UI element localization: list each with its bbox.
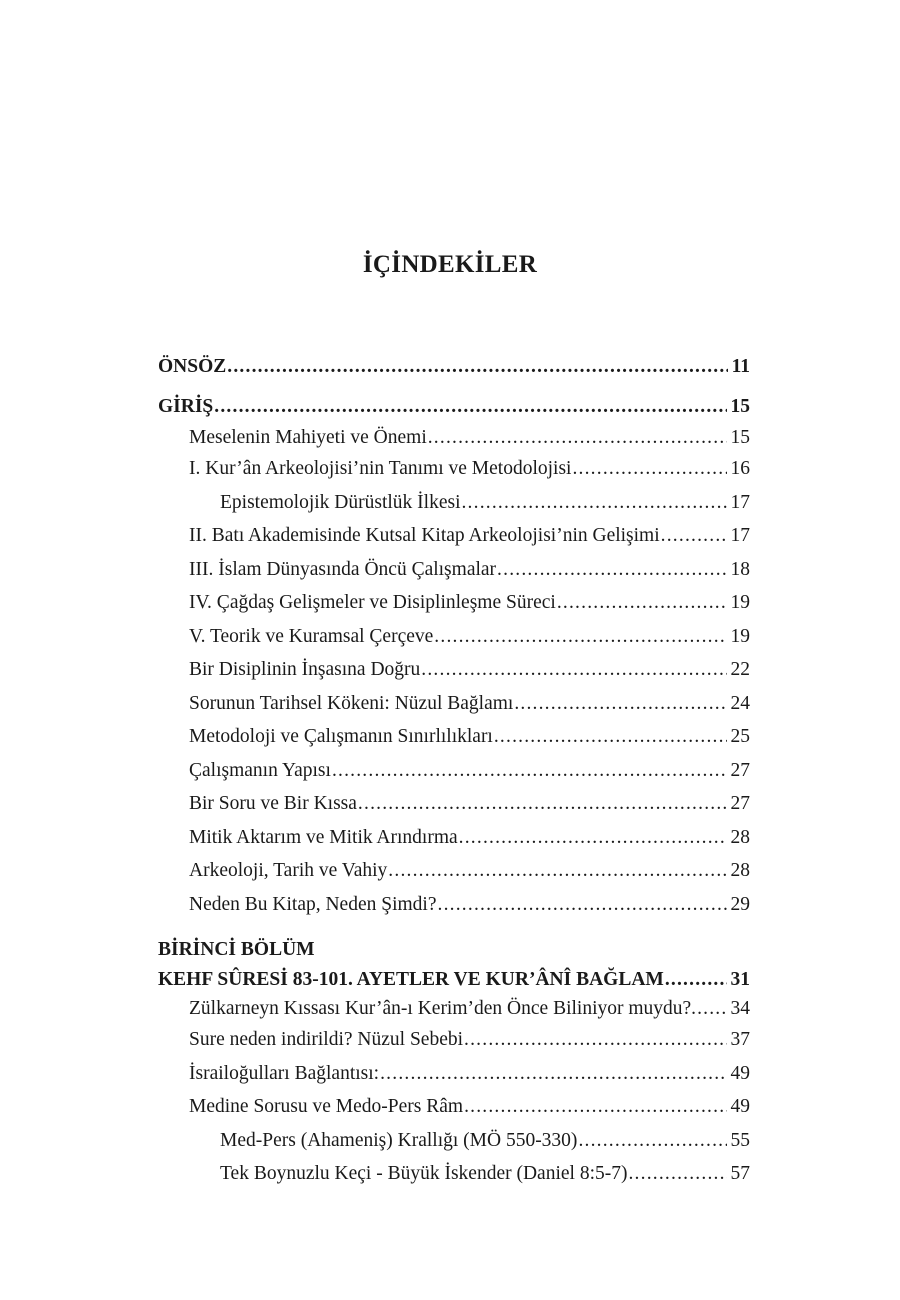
dot-leader <box>628 1157 726 1191</box>
toc-entry-label: Neden Bu Kitap, Neden Şimdi? <box>189 893 437 915</box>
toc-entry[interactable] <box>158 653 750 687</box>
dot-leader <box>388 854 726 888</box>
toc-entry[interactable] <box>158 1057 750 1091</box>
toc-entry[interactable] <box>158 423 750 452</box>
toc-entry-onsoz[interactable] <box>158 350 750 384</box>
toc-entry-page: 34 <box>730 998 750 1019</box>
toc-entry[interactable] <box>158 486 750 520</box>
toc-entry[interactable] <box>158 888 750 922</box>
toc-entry[interactable] <box>158 720 750 754</box>
toc-entry[interactable] <box>158 787 750 821</box>
toc-entry-label: Tek Boynuzlu Keçi - Büyük İskender (Daniel 8:5-7) <box>220 1163 628 1184</box>
toc-entry-label: Bir Disiplinin İnşasına Doğru <box>189 659 421 680</box>
toc-entry-page: 22 <box>730 659 750 680</box>
dot-leader <box>461 486 726 520</box>
dot-leader <box>572 452 726 486</box>
toc-entry-page: 24 <box>730 692 750 714</box>
toc-entry[interactable] <box>158 1023 750 1057</box>
toc-entry-label: Bir Soru ve Bir Kıssa <box>189 793 357 814</box>
toc-entry-page: 27 <box>730 793 750 814</box>
toc-entry-page: 19 <box>730 592 750 613</box>
toc-entry-label: Med-Pers (Ahameniş) Krallığı (MÖ 550-330) <box>220 1129 578 1151</box>
toc-entry-giris[interactable] <box>158 390 750 424</box>
toc-entry[interactable] <box>158 519 750 553</box>
toc-entry-page: 11 <box>731 356 750 377</box>
toc-entry-label: Medine Sorusu ve Medo-Pers Râm <box>189 1096 464 1117</box>
toc-entry-page: 16 <box>730 458 750 479</box>
toc-entry[interactable] <box>158 620 750 654</box>
toc-entry-label: Sure neden indirildi? Nüzul Sebebi <box>189 1029 464 1050</box>
toc-entry-label: Çalışmanın Yapısı <box>189 759 331 781</box>
toc-entry[interactable] <box>158 452 750 486</box>
toc-entry-page: 18 <box>730 558 750 580</box>
toc-entry-label: Metodoloji ve Çalışmanın Sınırlılıkları <box>189 726 493 747</box>
dot-leader <box>421 653 726 687</box>
toc-entry-page: 29 <box>730 893 750 915</box>
dot-leader <box>380 1057 726 1091</box>
table-of-contents <box>158 350 750 1191</box>
dot-leader <box>494 720 727 754</box>
toc-entry-page: 15 <box>730 395 750 417</box>
toc-entry[interactable] <box>158 854 750 888</box>
dot-leader <box>661 519 727 553</box>
toc-entry-page: 31 <box>730 969 750 990</box>
toc-entry-label: Sorunun Tarihsel Kökeni: Nüzul Bağlamı <box>189 692 514 714</box>
toc-entry-label: II. Batı Akademisinde Kutsal Kitap Arkeolojisi’nin Gelişimi <box>189 525 660 546</box>
toc-entry-page: 49 <box>730 1062 750 1084</box>
toc-entry-label: KEHF SÛRESİ 83-101. AYETLER VE KUR’ÂNÎ BAĞLAM <box>158 969 664 990</box>
toc-entry-page: 55 <box>730 1129 750 1151</box>
toc-entry-page: 15 <box>730 427 750 448</box>
toc-entry-label: V. Teorik ve Kuramsal Çerçeve <box>189 625 434 647</box>
toc-entry[interactable] <box>158 1157 750 1191</box>
toc-entry-label: GİRİŞ <box>158 395 214 417</box>
dot-leader <box>464 1090 726 1124</box>
toc-entry-label: III. İslam Dünyasında Öncü Çalışmalar <box>189 558 497 580</box>
toc-entry-label: ÖNSÖZ <box>158 356 227 377</box>
dot-leader <box>438 888 727 922</box>
dot-leader <box>434 620 726 654</box>
toc-entry-chapter[interactable] <box>158 965 750 994</box>
dot-leader <box>665 965 727 994</box>
toc-entry-label: Arkeoloji, Tarih ve Vahiy <box>189 860 388 881</box>
toc-entry[interactable] <box>158 586 750 620</box>
toc-entry-page: 57 <box>730 1163 750 1184</box>
toc-entry-page: 49 <box>730 1096 750 1117</box>
toc-entry-label: Epistemolojik Dürüstlük İlkesi <box>220 491 461 513</box>
toc-entry[interactable] <box>158 1090 750 1124</box>
toc-entry-page: 27 <box>730 759 750 781</box>
toc-entry-page: 28 <box>730 826 750 848</box>
dot-leader <box>227 350 727 384</box>
toc-entry[interactable] <box>158 754 750 788</box>
toc-entry-label: Meselenin Mahiyeti ve Önemi <box>189 427 427 448</box>
toc-entry-label: I. Kur’ân Arkeolojisi’nin Tanımı ve Metodolojisi <box>189 458 572 479</box>
dot-leader <box>214 390 726 424</box>
dot-leader <box>578 1124 726 1158</box>
page-title: İÇİNDEKİLER <box>362 250 538 278</box>
dot-leader <box>459 821 727 855</box>
toc-entry-page: 19 <box>730 625 750 647</box>
toc-entry[interactable] <box>158 821 750 855</box>
toc-entry-label: Zülkarneyn Kıssası Kur’ân-ı Kerim’den Önce Biliniyor muydu?. <box>189 998 697 1019</box>
part-heading: BİRİNCİ BÖLÜM <box>158 939 315 960</box>
dot-leader <box>497 553 726 587</box>
toc-entry-page: 25 <box>730 726 750 747</box>
toc-entry-page: 28 <box>730 860 750 881</box>
dot-leader <box>428 423 727 452</box>
toc-entry-label: İsrailoğulları Bağlantısı: <box>189 1062 380 1084</box>
toc-entry[interactable] <box>158 994 750 1023</box>
toc-entry[interactable] <box>158 687 750 721</box>
toc-entry-label: Mitik Aktarım ve Mitik Arındırma <box>189 826 458 848</box>
toc-entry-page: 17 <box>730 525 750 546</box>
dot-leader <box>514 687 726 721</box>
toc-entry-page: 17 <box>730 491 750 513</box>
dot-leader <box>464 1023 726 1057</box>
dot-leader <box>557 586 727 620</box>
toc-entry-page: 37 <box>730 1029 750 1050</box>
toc-entry[interactable] <box>158 553 750 587</box>
toc-entry[interactable] <box>158 1124 750 1158</box>
toc-entry-label: IV. Çağdaş Gelişmeler ve Disiplinleşme Süreci <box>189 592 556 613</box>
dot-leader <box>697 994 726 1023</box>
dot-leader <box>358 787 727 821</box>
dot-leader <box>332 754 727 788</box>
